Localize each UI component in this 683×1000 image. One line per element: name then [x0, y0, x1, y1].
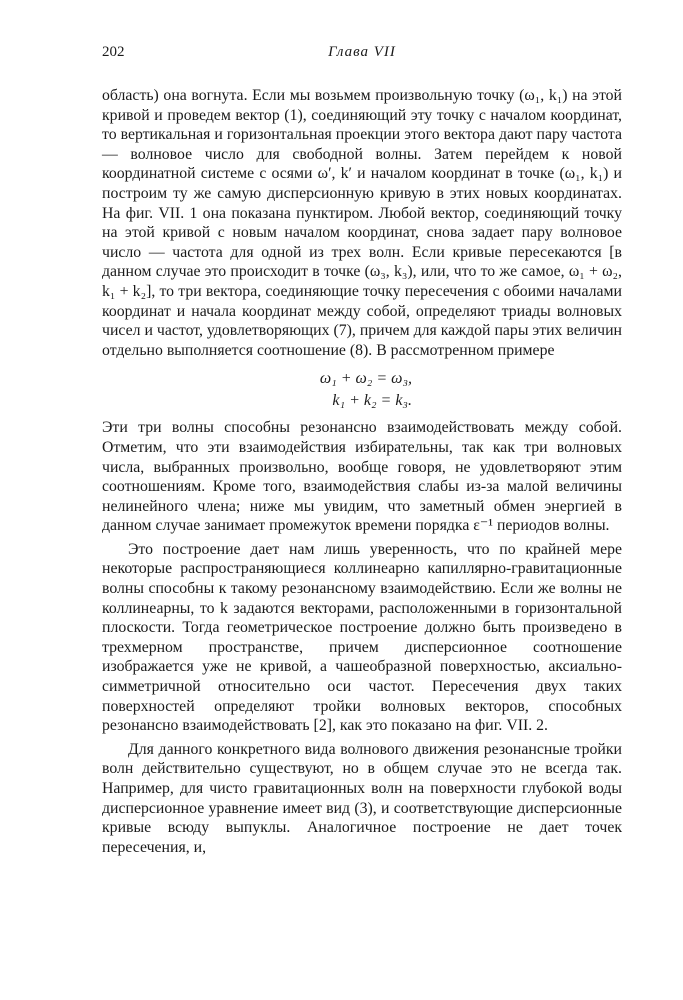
running-title: Глава VII — [328, 44, 396, 60]
resonance-formula — [102, 368, 412, 412]
paragraph-3: Это построение дает нам лишь уверенность, что по крайней мере некоторые распространяющиеся коллинеарно капиллярно-гравитационные волны способны к такому резонансному взаимодействию. Если же волны не коллинеарны, то k задаются векторами, расположенными в горизонтальной плоскости. Тогда геометрическое построение должно быть произведено в трехмерном пространстве, причем дисперсионное соотношение изображается уже не кривой, а чашеобразной поверхностью, аксиально-симметричной относительно оси частот. Пересечения двух таких поверхностей определяют тройки волновых векторов, способных резонансно взаимодействовать [2], как это показано на фиг. VII. 2. — [102, 540, 622, 735]
page-number: 202 — [102, 44, 125, 60]
formula-line-frequency: ω₁ + ω₂ = ω₃, — [319, 370, 412, 388]
paragraph-2: Эти три волны способны резонансно взаимодействовать между собой. Отметим, что эти взаимодействия избирательны, так как три волновых числа, выбранных произвольно, вообще говоря, не удовлетворяют этим соотношениям. Кроме того, взаимодействия слабы из-за малой величины нелинейного члена; ниже мы увидим, что заметный обмен энергией в данном случае занимает промежуток времени порядка ε⁻¹ периодов волны. — [102, 419, 622, 535]
formula-line-wavenumber: k₁ + k₂ = k₃. — [332, 392, 412, 410]
paragraph-1: область) она вогнута. Если мы возьмем произвольную точку (ω₁, k₁) на этой кривой и проведем вектор (1), соединяющий эту точку с началом координат, то вертикальная и горизонтальная проекции этого вектора дают пару частота — волновое число для свободной волны. Затем перейдем к новой координатной системе с осями ω′, k′ и началом координат в точке (ω₁, k₁) и построим ту же самую дисперсионную кривую в этих новых координатах. На фиг. VII. 1 она показана пунктиром. Любой вектор, соединяющий точку на этой кривой с новым началом координат, снова задает пару волновое число — частота для одной из трех волн. Если кривые пересекаются [в данном случае это происходит в точке (ω₃, k₃), или, что то же самое, ω₁ + ω₂, k₁ + k₂], то три вектора, соединяющие точку пересечения с обоими началами координат и начала координат между собой, определяют триады волновых чисел и частот, удовлетворяющих (7), причем для каждой пары этих величин отдельно выполняется соотношение (8). В рассмотренном примере — [102, 87, 622, 359]
body-text — [102, 86, 622, 857]
page-header — [102, 44, 622, 66]
paragraph-4: Для данного конкретного вида волнового движения резонансные тройки волн действительно существуют, но в общем случае это не всегда так. Например, для чисто гравитационных волн на поверхности глубокой воды дисперсионное уравнение имеет вид (3), и соответствующие дисперсионные кривые всюду выпуклы. Аналогичное построение не дает точек пересечения, и, — [102, 740, 622, 856]
